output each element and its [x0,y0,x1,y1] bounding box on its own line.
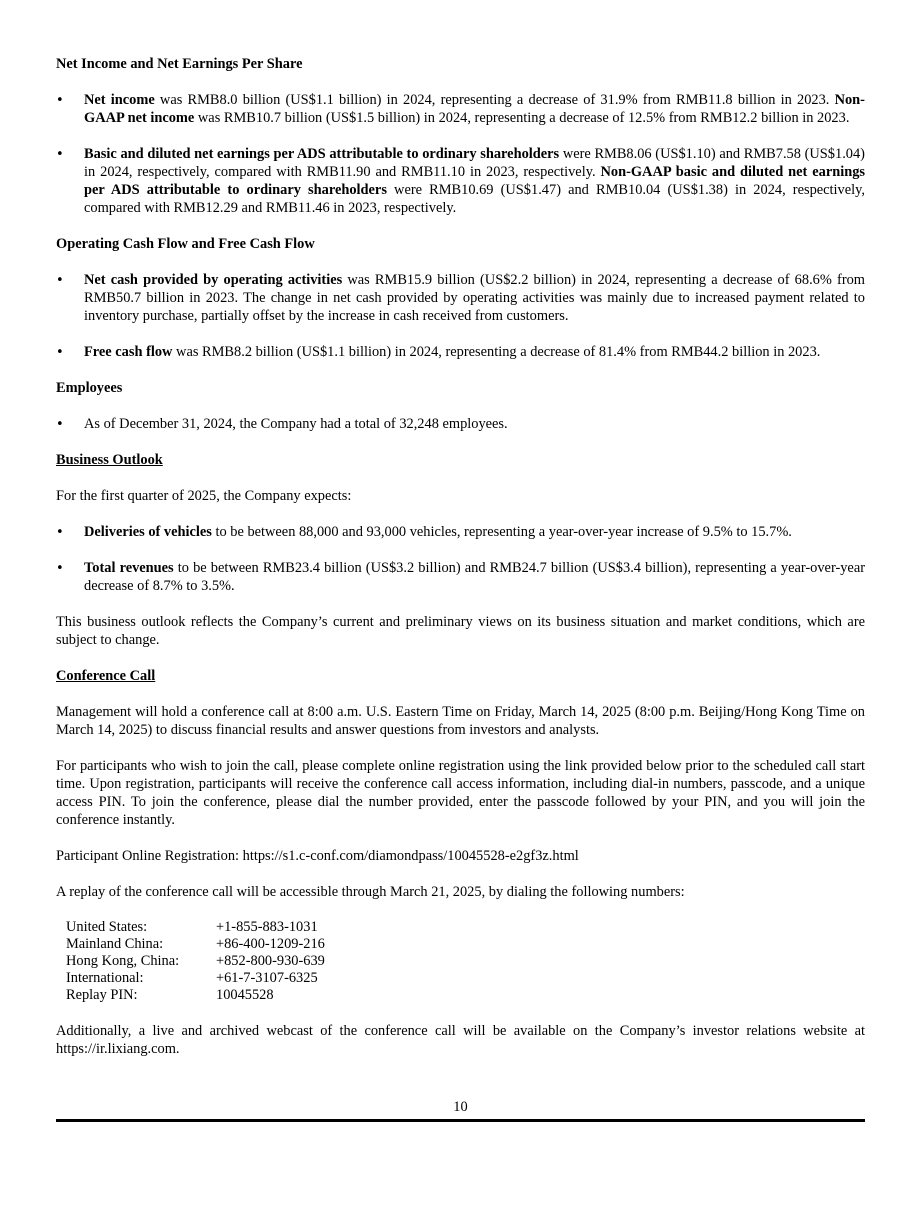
bullet-text: was RMB8.0 billion (US$1.1 billion) in 2024, representing a decrease of 31.9% from RMB11.8 billion in 2023. [154,92,835,108]
bold-term: Total revenues [84,560,174,576]
replay-number: +86-400-1209-216 [216,936,325,952]
bullet-deliveries [56,523,865,541]
replay-label: United States: [66,919,148,935]
table-row [66,936,325,953]
section-heading-employees: Employees [56,380,123,396]
bullet-text: was RMB10.7 billion (US$1.5 billion) in 2024, representing a decrease of 12.5% from RMB12.2 billion in 2023. [194,110,850,126]
bullet-icon [56,145,70,164]
replay-label: Mainland China: [66,936,164,952]
registration-link: Participant Online Registration: https://s1.c-conf.com/diamondpass/10045528-e2gf3z.html [56,848,579,864]
bold-term: Deliveries of vehicles [84,524,212,540]
document-page [56,55,866,1115]
bullet-icon [56,271,70,290]
bullet-icon [56,415,70,434]
bullet-icon [56,343,70,362]
bullet-operating-cash [56,271,865,325]
replay-label: Hong Kong, China: [66,953,180,969]
conference-call-paragraph: Management will hold a conference call at 8:00 a.m. U.S. Eastern Time on Friday, March 14, 2025 (8:00 p.m. Beijing/Hong Kong Time on March 14, 2025) to discuss financial results and answer questions from investors and analysts. [56,704,865,738]
bold-term: Non-GAAP basic and diluted net earnings per ADS attributable to ordinary shareholders [84,164,866,198]
table-row [66,919,325,936]
outlook-intro: For the first quarter of 2025, the Company expects: [56,488,352,504]
bold-term: Non-GAAP net income [84,92,865,126]
replay-number: +1-855-883-1031 [216,919,318,935]
table-row [66,953,325,970]
bullet-icon [56,559,70,578]
replay-numbers-table [66,919,325,1004]
replay-label: International: [66,970,144,986]
section-heading-business-outlook: Business Outlook [56,452,163,468]
replay-number: +852-800-930-639 [216,953,325,969]
page-number: 10 [453,1099,468,1115]
bold-term: Basic and diluted net earnings per ADS attributable to ordinary shareholders [84,146,560,162]
bullet-employees [56,415,865,433]
registration-instructions: For participants who wish to join the call, please complete online registration using the link provided below prior to the scheduled call start time. Upon registration, participants will receive the conference call access information, including dial-in numbers, passcode, and a unique access PIN. To join the conference, please dial the number provided, enter the passcode followed by your PIN, and you will join the conference instantly. [56,758,865,828]
bullet-total-revenues [56,559,865,595]
table-row [66,987,325,1004]
bullet-text: were RMB10.69 (US$1.47) and RMB10.04 (US$1.38) in 2024, respectively, compared with RMB12.29 and RMB11.46 in 2023, respectively. [84,182,865,216]
bullet-text: to be between RMB23.4 billion (US$3.2 billion) and RMB24.7 billion (US$3.4 billion), representing a year-over-year decrease of 8.7% to 3.5%. [84,560,866,594]
bullet-icon [56,523,70,542]
bullet-text: were RMB8.06 (US$1.10) and RMB7.58 (US$1.04) in 2024, respectively, compared with RMB11.90 and RMB11.10 in 2023, respectively. [84,146,865,180]
section-heading-net-income: Net Income and Net Earnings Per Share [56,56,303,72]
bold-term: Net cash provided by operating activities [84,272,343,288]
replay-number: 10045528 [216,987,274,1003]
bullet-net-earnings-per-ads [56,145,865,217]
table-row [66,970,325,987]
replay-label: Replay PIN: [66,987,138,1003]
webcast-paragraph: Additionally, a live and archived webcast of the conference call will be available on the Company’s investor relations website at https://ir.lixiang.com. [56,1023,865,1057]
bullet-text: was RMB8.2 billion (US$1.1 billion) in 2024, representing a decrease of 81.4% from RMB44.2 billion in 2023. [172,344,821,360]
bullet-free-cash-flow [56,343,865,361]
section-heading-cash-flow: Operating Cash Flow and Free Cash Flow [56,236,315,252]
bullet-text: was RMB15.9 billion (US$2.2 billion) in 2024, representing a decrease of 68.6% from RMB50.7 billion in 2023. The change in net cash provided by operating activities was mainly due to increased payment related to inventory purchase, partially offset by the increase in cash received from customers. [84,272,865,324]
replay-number: +61-7-3107-6325 [216,970,318,986]
outlook-disclaimer: This business outlook reflects the Company’s current and preliminary views on its business situation and market conditions, which are subject to change. [56,614,865,648]
bullet-net-income [56,91,865,127]
bullet-icon [56,91,70,110]
bullet-text: to be between 88,000 and 93,000 vehicles, representing a year-over-year increase of 9.5% to 15.7%. [211,524,792,540]
bold-term: Net income [84,92,155,108]
replay-intro: A replay of the conference call will be accessible through March 21, 2025, by dialing the following numbers: [56,884,685,900]
bullet-text: As of December 31, 2024, the Company had a total of 32,248 employees. [84,416,508,432]
section-heading-conference-call: Conference Call [56,668,156,684]
footer-rule [56,1119,865,1122]
bold-term: Free cash flow [84,344,173,360]
